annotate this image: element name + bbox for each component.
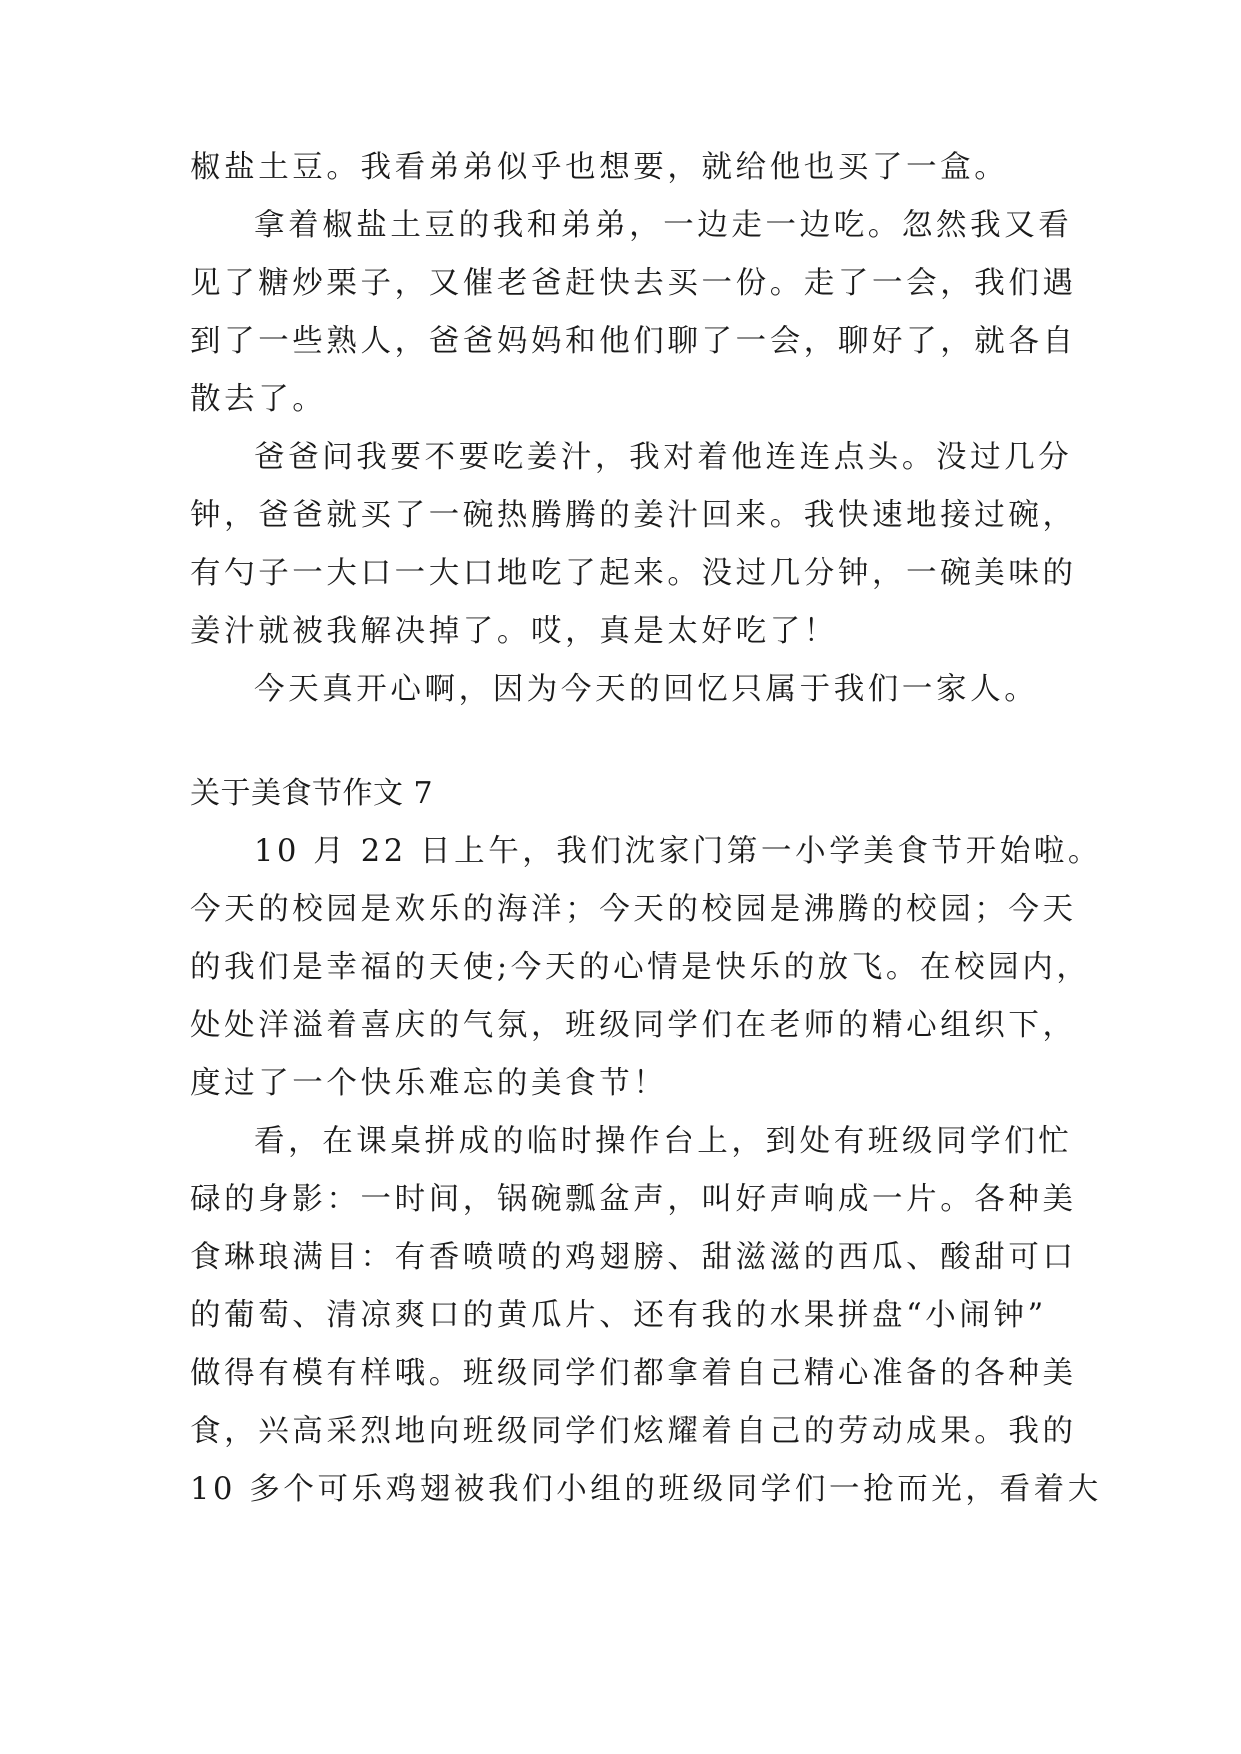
text-line: 姜汁就被我解决掉了。哎，真是太好吃了！ — [190, 614, 838, 649]
text-line: 见了糖炒栗子，又催老爸赶快去买一份。走了一会，我们遇 — [190, 266, 1077, 301]
text-line: 到了一些熟人，爸爸妈妈和他们聊了一会，聊好了，就各自 — [190, 324, 1077, 359]
text-line: 度过了一个快乐难忘的美食节！ — [190, 1066, 668, 1101]
text-line: 食，兴高采烈地向班级同学们炫耀着自己的劳动成果。我的 — [190, 1414, 1077, 1449]
text-line: 今天的校园是欢乐的海洋；今天的校园是沸腾的校园；今天 — [190, 892, 1077, 927]
text-line: 有勺子一大口一大口地吃了起来。没过几分钟，一碗美味的 — [190, 556, 1077, 591]
paragraph-start-line: 今天真开心啊，因为今天的回忆只属于我们一家人。 — [254, 672, 1039, 707]
text-line: 的我们是幸福的天使;今天的心情是快乐的放飞。在校园内， — [190, 950, 1091, 985]
text-line: 做得有模有样哦。班级同学们都拿着自己精心准备的各种美 — [190, 1356, 1077, 1391]
section-heading: 关于美食节作文 7 — [190, 776, 434, 811]
text-line: 椒盐土豆。我看弟弟似乎也想要，就给他也买了一盒。 — [190, 150, 1009, 185]
text-line: 的葡萄、清凉爽口的黄瓜片、还有我的水果拼盘“小闹钟” — [190, 1298, 1047, 1333]
text-line: 钟，爸爸就买了一碗热腾腾的姜汁回来。我快速地接过碗， — [190, 498, 1077, 533]
paragraph-start-line: 拿着椒盐土豆的我和弟弟，一边走一边吃。忽然我又看 — [254, 208, 1073, 243]
paragraph-start-line: 看，在课桌拼成的临时操作台上，到处有班级同学们忙 — [254, 1124, 1073, 1159]
text-line: 散去了。 — [190, 382, 327, 417]
text-line: 10 多个可乐鸡翅被我们小组的班级同学们一抢而光，看着大 — [190, 1472, 1102, 1507]
paragraph-start-line: 10 月 22 日上午，我们沈家门第一小学美食节开始啦。 — [254, 834, 1103, 869]
text-line: 碌的身影：一时间，锅碗瓢盆声，叫好声响成一片。各种美 — [190, 1182, 1077, 1217]
paragraph-start-line: 爸爸问我要不要吃姜汁，我对着他连连点头。没过几分 — [254, 440, 1073, 475]
text-line: 处处洋溢着喜庆的气氛，班级同学们在老师的精心组织下， — [190, 1008, 1077, 1043]
text-line: 食琳琅满目：有香喷喷的鸡翅膀、甜滋滋的西瓜、酸甜可口 — [190, 1240, 1077, 1275]
